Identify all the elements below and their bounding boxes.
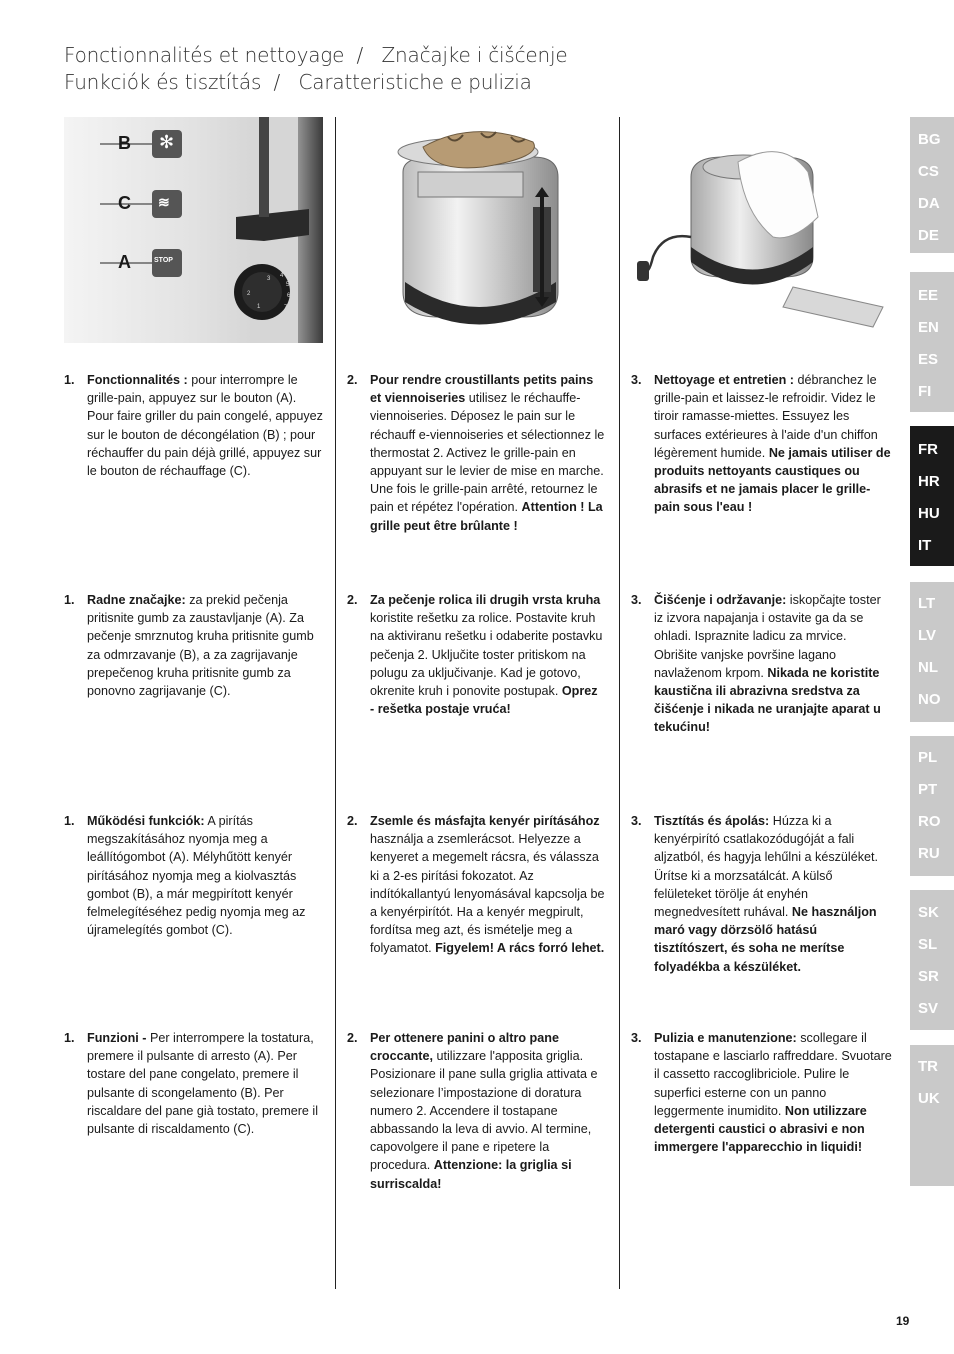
language-tab-pl[interactable]: PL <box>918 749 938 766</box>
toaster-bun-warmer-illustration <box>393 117 563 343</box>
list-item <box>347 591 605 718</box>
language-tab-cs[interactable]: CS <box>918 163 939 180</box>
item-number: 1. <box>64 814 75 828</box>
item-heading: Működési funkciók: <box>87 814 205 828</box>
list-item <box>64 371 324 480</box>
item-warning: Figyelem! A rács forró lehet. <box>435 941 605 956</box>
item-text: za prekid pečenja pritisnite gumb za zaustavljanje (A). Za pečenje smrznutog kruha pritisnite gumb za odmrzavanje (B), a za zagrijavanje prepečenog kruha pritisnite gumb za ponovno zagrijavanje (C). <box>87 593 314 699</box>
language-tab-en[interactable]: EN <box>918 319 939 336</box>
cleaning-figure <box>633 117 887 343</box>
toaster-cleaning-illustration <box>633 117 887 343</box>
item-text: utilisez le réchauffe-viennoiseries. Déposez le pain sur le réchauff e-viennoiseries et sélectionnez le thermostat 2. Activez le grille-pain en appuyant sur le levier de mise en marche. Une fois le grille-pain arrêté, retournez le pain et répétez l'opération. <box>370 391 605 515</box>
language-tab-fi[interactable]: FI <box>918 383 932 400</box>
language-tab-da[interactable]: DA <box>918 195 940 212</box>
title-hu: Funkciók és tisztítás <box>64 70 262 94</box>
dial-number: 7 <box>284 305 288 311</box>
label-a: A <box>118 252 131 272</box>
language-tab-pt[interactable]: PT <box>918 781 938 798</box>
column-divider <box>335 117 336 1289</box>
item-heading: Per ottenere panini o altro pane croccante, <box>370 1031 559 1064</box>
language-tab-ro[interactable]: RO <box>918 813 941 830</box>
list-item <box>64 1029 324 1138</box>
item-warning: Non utilizzare detergenti caustici o abrasivi e non immergere l'apparecchio in liquidi! <box>654 1103 867 1155</box>
browning-dial <box>236 265 291 317</box>
snowflake-icon: ✻ <box>159 132 175 152</box>
language-tab-ru[interactable]: RU <box>918 845 940 862</box>
item-number: 3. <box>631 373 642 387</box>
list-item <box>347 371 605 535</box>
language-tab-fr[interactable]: FR <box>918 441 938 458</box>
item-heading: Fonctionnalités : <box>87 373 188 387</box>
language-group <box>910 272 954 412</box>
language-tab-ee[interactable]: EE <box>918 287 939 304</box>
title-it: Caratteristiche e pulizia <box>298 70 532 94</box>
item-number: 2. <box>347 1031 358 1045</box>
list-item <box>631 812 893 976</box>
item-heading: Radne značajke: <box>87 593 186 607</box>
stop-button-label: STOP <box>154 257 173 264</box>
language-tab-sk[interactable]: SK <box>918 904 939 921</box>
item-heading: Nettoyage et entretien : <box>654 373 794 387</box>
item-heading: Za pečenje rolica ili drugih vrsta kruha <box>370 593 601 607</box>
language-group <box>910 890 954 1030</box>
language-group-active <box>910 426 954 566</box>
control-panel-figure <box>64 117 323 343</box>
item-number: 3. <box>631 1031 642 1045</box>
item-number: 3. <box>631 593 642 607</box>
item-warning: Attention ! La grille peut être brûlante ! <box>370 500 603 533</box>
language-tab-hu[interactable]: HU <box>918 505 940 522</box>
item-text: A pirítás megszakításához nyomja meg a leállítógombot (A). Mélyhűtött kenyér pirításához nyomja meg a kiolvasztás gombot (B), a már megpirított kenyér felmelegítéséhez pedig nyomja meg az újramelegítés gombot (C). <box>87 814 306 938</box>
dial-number: 2 <box>247 291 251 297</box>
language-tab-sl[interactable]: SL <box>918 936 938 953</box>
language-tab-it[interactable]: IT <box>918 537 932 554</box>
reheat-icon: ≋ <box>158 194 170 210</box>
item-heading: Čišćenje i održavanje: <box>654 593 787 607</box>
label-b: B <box>118 133 131 153</box>
item-warning: Oprez - rešetka postaje vruća! <box>370 684 598 717</box>
item-number: 1. <box>64 593 75 607</box>
language-tab-uk[interactable]: UK <box>918 1090 940 1107</box>
item-heading: Tisztítás és ápolás: <box>654 814 770 828</box>
language-group <box>910 736 954 876</box>
list-item <box>347 1029 605 1193</box>
label-c: C <box>118 193 131 213</box>
title-line-2 <box>64 69 567 96</box>
language-group <box>910 117 954 253</box>
language-tab-sv[interactable]: SV <box>918 1000 939 1017</box>
dial-number: 6 <box>287 293 291 299</box>
item-number: 1. <box>64 1031 75 1045</box>
title-hr: Značajke i čišćenje <box>381 43 568 67</box>
language-tab-no[interactable]: NO <box>918 691 941 708</box>
item-number: 3. <box>631 814 642 828</box>
item-heading: Zsemle és másfajta kenyér pirításához <box>370 814 600 828</box>
item-warning: Nikada ne koristite kaustična ili abrazivna sredstva za čišćenje i nikada ne uranjajte aparat u tekućinu! <box>654 665 881 735</box>
page-title <box>64 42 567 96</box>
bun-warmer-figure <box>393 117 563 343</box>
item-text: utilizzare l'apposita griglia. Posizionare il pane sulla griglia attivata e selezionare l’impostazione di doratura numero 2. Accendere il tostapane abbassando la leva di avvio. Al termine, capovolgere il pane e ripetere la procedura. <box>370 1049 598 1173</box>
language-tab-sr[interactable]: SR <box>918 968 939 985</box>
item-text: használja a zsemlerácsot. Helyezze a kenyeret a megemelt rácsra, és válassza ki a 2-es pirítási fokozatot. Az indítókallantyú lenyomásával kapcsolja be a kenyérpirítót. Ha a kenyér megpirult, fordítsa meg azt, és ismételje meg a folyamatot. <box>370 832 605 956</box>
list-item <box>631 1029 893 1156</box>
language-tab-es[interactable]: ES <box>918 351 939 368</box>
language-tab-de[interactable]: DE <box>918 227 939 244</box>
language-group <box>910 1045 954 1186</box>
item-text: Húzza ki a kenyérpirító csatlakozódugóját a fali aljzatból, és hagyja lehűlni a készüléket. Ürítse ki a morzsatálcát. A külső felületeket törölje át enyhén megnedvesített ruhával. <box>654 814 879 920</box>
item-text: pour interrompre le grille-pain, appuyez sur le bouton (A). Pour faire griller du pain congelé, appuyez sur le bouton de décongélation (B) ; pour réchauffer du pain déjà grillé, appuyez sur le bouton de réchauffage (C). <box>87 373 323 479</box>
list-item <box>631 371 893 517</box>
item-number: 2. <box>347 373 358 387</box>
item-number: 1. <box>64 373 75 387</box>
list-item <box>64 812 324 939</box>
item-number: 2. <box>347 814 358 828</box>
item-text: scollegare il tostapane e lasciarlo raffreddare. Svuotare il cassetto raccoglibriciole. Pulire le superfici esterne con un panno leggermente inumidito. <box>654 1031 892 1118</box>
title-separator: / <box>273 70 281 94</box>
item-heading: Pulizia e manutenzione: <box>654 1031 797 1045</box>
item-text: koristite rešetku za rolice. Postavite kruh na aktiviranu rešetku i odaberite postavku pečenja 2. Uključite toster pritiskom na polugu za uključivanje. Kad je gotovo, okrenite kruh i ponovite postupak. <box>370 611 603 699</box>
item-text: iskopčajte toster iz izvora napajanja i ostavite ga da se ohladi. Ispraznite ladicu za mrvice. Obrišite vanjske površine lagano navlaženom krpom. <box>654 593 881 680</box>
list-item <box>347 812 605 958</box>
item-warning: Attenzione: la griglia si surriscalda! <box>370 1158 572 1191</box>
item-heading: Funzioni - <box>87 1031 147 1045</box>
item-text: débranchez le grille-pain et laissez-le refroidir. Videz le tiroir ramasse-miettes. Essuyez les surfaces extérieures à l'aide d'un chiffon légèrement humide. <box>654 373 878 460</box>
language-tab-tr[interactable]: TR <box>918 1058 938 1075</box>
item-number: 2. <box>347 593 358 607</box>
item-text: Per interrompere la tostatura, premere il pulsante di arresto (A). Per tostare del pane congelato, premere il pulsante di scongelamento (B). Per riscaldare del pane già tostato, premere il pulsante di riscaldamento (C). <box>87 1031 319 1137</box>
language-group <box>910 582 954 722</box>
page-number: 19 <box>896 1314 910 1328</box>
dial-number: 1 <box>257 304 261 310</box>
language-tab-lt[interactable]: LT <box>918 595 936 612</box>
dial-number: 5 <box>286 282 290 288</box>
title-fr: Fonctionnalités et nettoyage <box>64 43 345 67</box>
language-tab-lv[interactable]: LV <box>918 627 937 644</box>
item-warning: Ne jamais utiliser de produits nettoyants caustiques ou abrasifs et ne jamais placer le grille-pain sous l'eau ! <box>654 445 891 515</box>
column-divider <box>619 117 620 1289</box>
language-tab-hr[interactable]: HR <box>918 473 940 490</box>
list-item <box>631 591 893 737</box>
list-item <box>64 591 324 700</box>
dial-number: 4 <box>280 273 284 279</box>
title-separator: / <box>356 43 364 67</box>
title-line-1 <box>64 42 567 69</box>
item-heading: Pour rendre croustillants petits pains et viennoiseries <box>370 373 594 406</box>
item-warning: Ne használjon maró vagy dörzsölő hatású tisztítószert, és soha ne merítse folyadékba a készüléket. <box>654 905 877 974</box>
dial-number: 3 <box>267 276 271 282</box>
language-tab-nl[interactable]: NL <box>918 659 938 676</box>
language-tab-bg[interactable]: BG <box>918 131 941 148</box>
